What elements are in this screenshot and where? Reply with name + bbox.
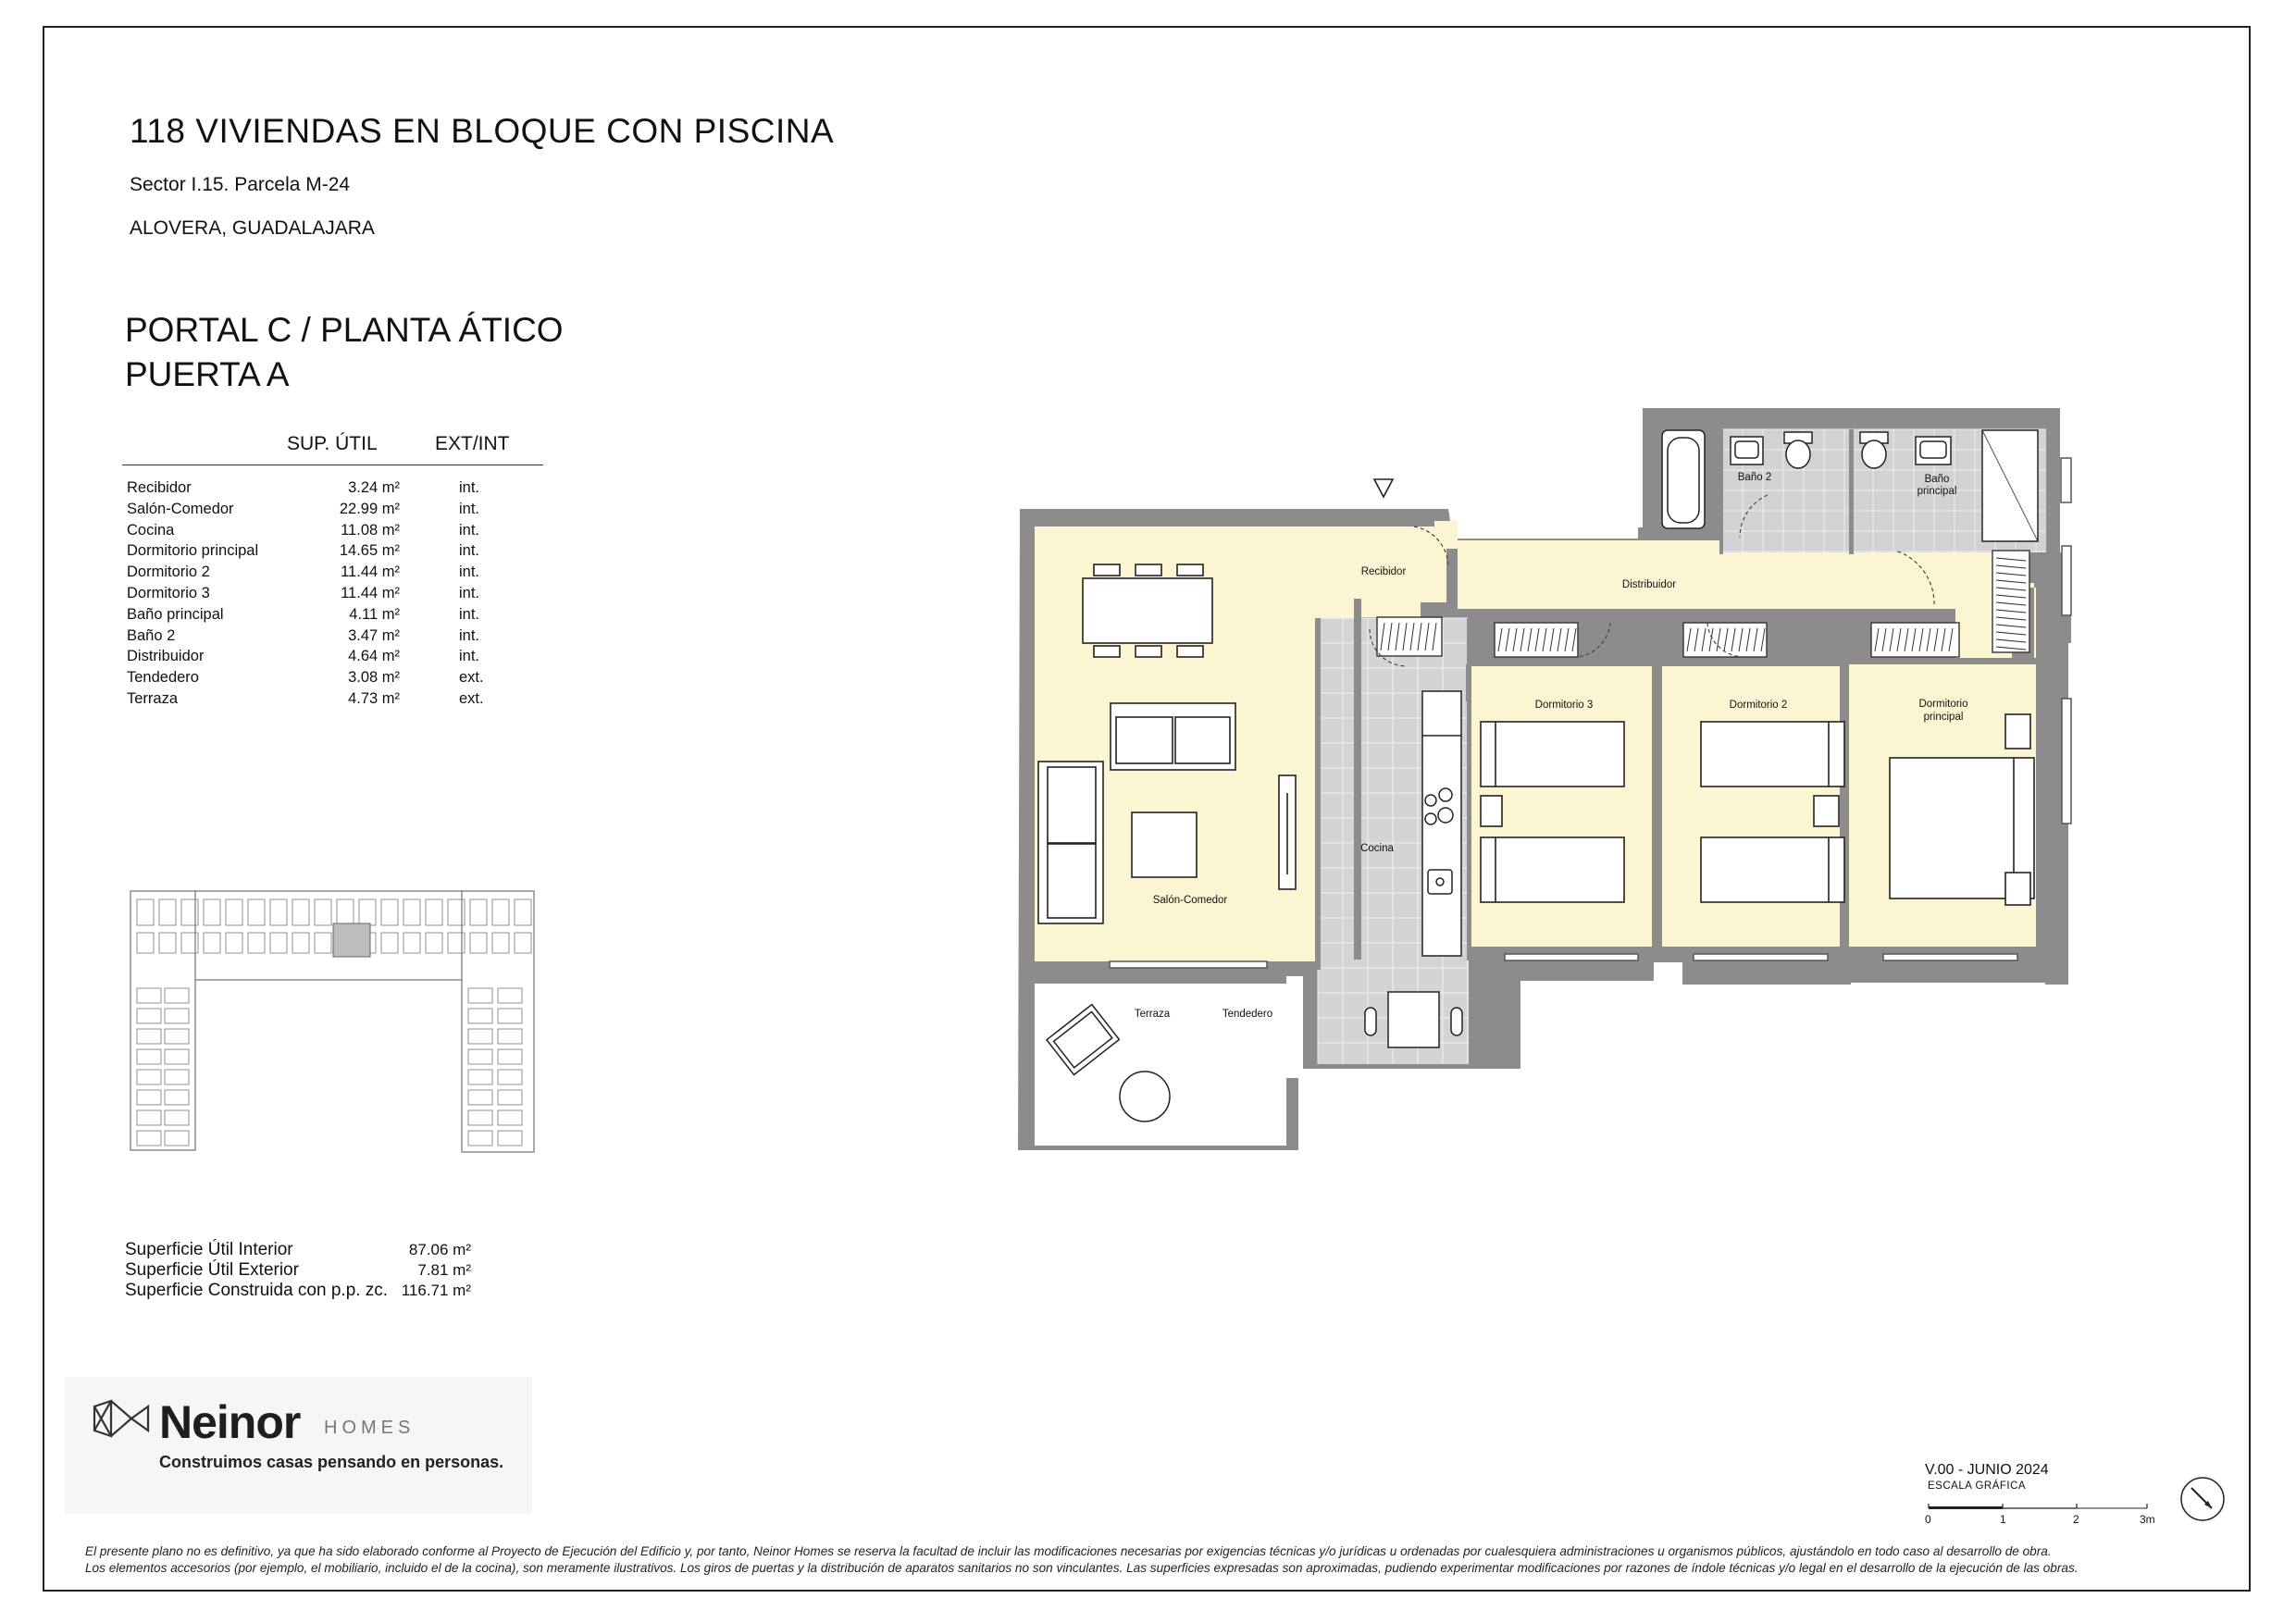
area-row-room: Baño 2 <box>127 626 176 644</box>
unit-door: PUERTA A <box>125 355 290 393</box>
project-sector: Sector I.15. Parcela M-24 <box>130 174 351 195</box>
key-plan-highlight <box>333 923 370 957</box>
area-row-type: int. <box>459 564 480 581</box>
label-terraza: Terraza <box>1134 1009 1171 1020</box>
area-row-type: ext. <box>459 669 484 687</box>
area-row-value: 4.11 m² <box>349 605 400 623</box>
area-row-type: int. <box>459 648 480 665</box>
label-dormitorio-3: Dormitorio 3 <box>1534 700 1594 711</box>
area-row-room: Dormitorio 3 <box>127 585 210 601</box>
scale-tick-2: 2 <box>2073 1513 2079 1526</box>
tendedero-floor <box>1286 976 1303 1078</box>
area-row-value: 3.08 m² <box>348 669 400 687</box>
label-salon-comedor: Salón-Comedor <box>1152 895 1228 906</box>
area-row-value: 14.65 m² <box>339 542 400 560</box>
area-row-value: 11.44 m² <box>341 585 400 601</box>
total-value: 87.06 m² <box>408 1241 471 1258</box>
area-row-value: 4.64 m² <box>348 648 400 665</box>
total-label: Superficie Útil Interior <box>125 1240 293 1259</box>
area-row-type: int. <box>459 585 480 601</box>
area-row-type: ext. <box>459 690 484 707</box>
label-distribuidor: Distribuidor <box>1621 579 1677 590</box>
area-row-room: Tendedero <box>127 669 199 687</box>
area-row-type: int. <box>459 605 480 623</box>
total-label: Superficie Útil Exterior <box>125 1260 299 1280</box>
scale-tick-0: 0 <box>1925 1513 1931 1526</box>
brand-slogan: Construimos casas pensando en personas. <box>159 1453 504 1471</box>
brand-suffix: HOMES <box>324 1418 416 1438</box>
label-tendedero: Tendedero <box>1222 1009 1273 1020</box>
area-row-room: Baño principal <box>127 605 224 623</box>
scale-tick-1: 1 <box>2000 1513 2006 1526</box>
col-header-type: EXT/INT <box>435 433 510 454</box>
col-header-area: SUP. ÚTIL <box>287 433 378 454</box>
label-bano-principal-1: Baño <box>1924 474 1950 485</box>
area-row-type: int. <box>459 521 480 539</box>
area-row-type: int. <box>459 542 480 560</box>
dining-table <box>1083 564 1212 657</box>
area-row-value: 11.44 m² <box>341 564 400 581</box>
label-dormitorio-2: Dormitorio 2 <box>1729 700 1788 711</box>
area-row-value: 4.73 m² <box>348 690 400 707</box>
kitchen-counter <box>1422 691 1461 956</box>
total-value: 116.71 m² <box>401 1282 471 1299</box>
brand-name: Neinor <box>159 1396 301 1448</box>
north-arrow-icon <box>2175 1471 2230 1527</box>
disclaimer-line-2: Los elementos accesorios (por ejemplo, el mobiliario, incluido el de la cocina), son meramente ilustrativos. Los giros de puertas y la distribución de aparatos sanitarios no son vinculantes. Las superficies expresadas son aproximadas, pudiendo experimentar modificaciones por razones de índole técnicas y/o legal en el desarrollo de la ejecución de las obras. <box>85 1561 2079 1575</box>
project-title: 118 VIVIENDAS EN BLOQUE CON PISCINA <box>130 112 835 150</box>
label-cocina: Cocina <box>1360 843 1394 854</box>
version-label: V.00 - JUNIO 2024 <box>1925 1462 2049 1478</box>
disclaimer-line-1: El presente plano no es definitivo, ya que ha sido elaborado conforme al Proyecto de Ejecución del Edificio y, por tanto, Neinor Homes se reserva la facultad de incluir las modificaciones necesarias por exigencias técnicas y/o jurídicas u ordenadas por cualesquiera administraciones u organismos públicos, ajustándolo en todo caso al desarrollo de obra. <box>85 1544 2052 1558</box>
area-row-type: int. <box>459 500 480 517</box>
project-location: ALOVERA, GUADALAJARA <box>130 217 375 239</box>
key-plan-map <box>128 888 537 1155</box>
area-row-room: Terraza <box>127 690 179 707</box>
label-dormitorio-principal-1: Dormitorio <box>1918 699 1968 710</box>
area-row-value: 3.47 m² <box>348 626 400 644</box>
area-row-room: Salón-Comedor <box>127 500 234 517</box>
total-label: Superficie Construida con p.p. zc. <box>125 1281 389 1300</box>
area-row-room: Recibidor <box>127 479 192 496</box>
area-row-room: Distribuidor <box>127 648 205 665</box>
label-bano-principal-2: principal <box>1917 486 1957 497</box>
floor-plan <box>1009 403 2096 1152</box>
area-row-room: Dormitorio 2 <box>127 564 210 581</box>
area-row-type: int. <box>459 626 480 644</box>
label-recibidor: Recibidor <box>1360 566 1407 577</box>
unit-heading <box>125 308 564 397</box>
area-row-room: Cocina <box>127 521 175 539</box>
label-bano-2: Baño 2 <box>1737 472 1772 483</box>
total-value: 7.81 m² <box>417 1261 471 1279</box>
area-row-room: Dormitorio principal <box>127 542 259 560</box>
area-row-type: int. <box>459 479 480 496</box>
entrance-marker <box>1374 479 1393 497</box>
scale-label: ESCALA GRÁFICA <box>1928 1481 2027 1492</box>
label-dormitorio-principal-2: principal <box>1923 712 1964 723</box>
neinor-logo-icon <box>93 1399 150 1438</box>
area-row-value: 22.99 m² <box>339 500 400 517</box>
unit-portal: PORTAL C / PLANTA ÁTICO <box>125 311 564 349</box>
scale-tick-3: 3m <box>2140 1513 2155 1526</box>
area-row-value: 11.08 m² <box>341 521 400 539</box>
graphic-scale <box>1923 1497 2164 1549</box>
area-row-value: 3.24 m² <box>348 479 400 496</box>
